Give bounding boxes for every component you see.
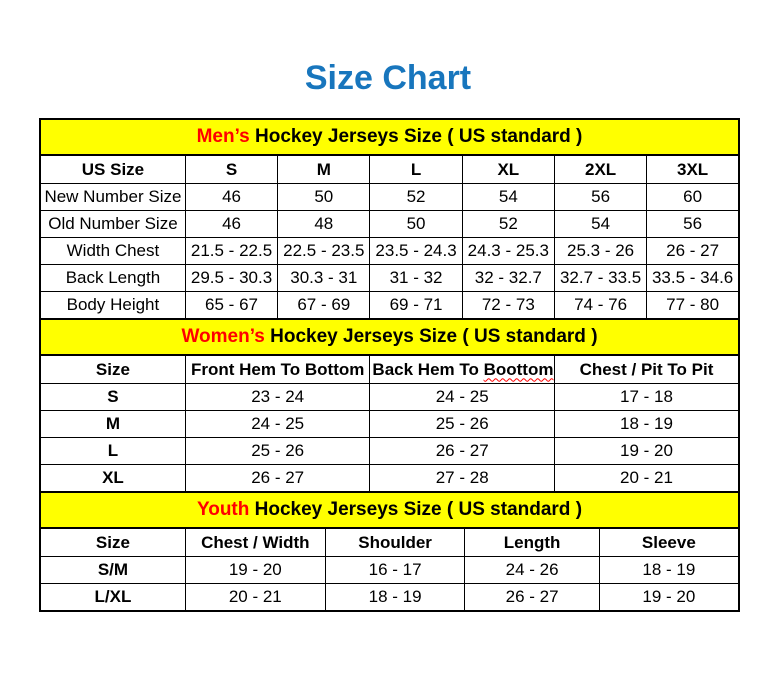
mens-size-table (39, 118, 740, 320)
size-value-cell: 72 - 73 (462, 292, 554, 320)
column-header: Size (40, 355, 185, 384)
youth-section-title (40, 492, 739, 528)
column-header: Shoulder (325, 528, 465, 557)
table-row (40, 438, 739, 465)
table-row (40, 292, 739, 320)
column-header: Front Hem To Bottom (185, 355, 370, 384)
row-label: Old Number Size (40, 211, 185, 238)
size-value-cell: 27 - 28 (370, 465, 555, 493)
size-value-cell: 56 (554, 184, 646, 211)
size-value-cell: 30.3 - 31 (278, 265, 370, 292)
column-header: Sleeve (599, 528, 739, 557)
column-header: L (370, 155, 462, 184)
column-header: 2XL (554, 155, 646, 184)
size-value-cell: 25 - 26 (185, 438, 370, 465)
table-row (40, 465, 739, 493)
size-value-cell: 56 (647, 211, 739, 238)
size-value-cell: 20 - 21 (185, 584, 325, 612)
row-label: XL (40, 465, 185, 493)
size-tables-container (39, 118, 740, 612)
column-header: M (278, 155, 370, 184)
row-label: Body Height (40, 292, 185, 320)
size-value-cell: 54 (554, 211, 646, 238)
column-header: Chest / Pit To Pit (554, 355, 739, 384)
size-value-cell: 48 (278, 211, 370, 238)
size-value-cell: 19 - 20 (185, 557, 325, 584)
youth-section-band (40, 492, 739, 528)
table-row (40, 557, 739, 584)
row-label: New Number Size (40, 184, 185, 211)
column-header: Size (40, 528, 185, 557)
row-label: L (40, 438, 185, 465)
womens-band-text: Hockey Jerseys Size ( US standard ) (264, 326, 598, 347)
table-row (40, 384, 739, 411)
size-value-cell: 24 - 25 (185, 411, 370, 438)
table-row (40, 238, 739, 265)
mens-band-text: Hockey Jerseys Size ( US standard ) (249, 126, 583, 147)
womens-band-highlight: Women’s (181, 326, 265, 347)
size-value-cell: 24.3 - 25.3 (462, 238, 554, 265)
size-value-cell: 25.3 - 26 (554, 238, 646, 265)
size-value-cell: 24 - 25 (370, 384, 555, 411)
size-value-cell: 22.5 - 23.5 (278, 238, 370, 265)
row-label: S (40, 384, 185, 411)
size-value-cell: 52 (370, 184, 462, 211)
size-value-cell: 18 - 19 (325, 584, 465, 612)
size-value-cell: 16 - 17 (325, 557, 465, 584)
size-value-cell: 69 - 71 (370, 292, 462, 320)
size-value-cell: 74 - 76 (554, 292, 646, 320)
table-row (40, 584, 739, 612)
size-value-cell: 77 - 80 (647, 292, 739, 320)
size-value-cell: 46 (185, 211, 277, 238)
youth-size-table (39, 491, 740, 612)
womens-section-band (40, 319, 739, 355)
size-value-cell: 60 (647, 184, 739, 211)
youth-band-highlight: Youth (196, 499, 250, 520)
row-label: S/M (40, 557, 185, 584)
size-value-cell: 26 - 27 (185, 465, 370, 493)
table-row (40, 184, 739, 211)
column-header-text: Back Hem To (372, 359, 484, 379)
row-label: M (40, 411, 185, 438)
column-header: XL (462, 155, 554, 184)
size-value-cell: 18 - 19 (599, 557, 739, 584)
mens-section-band (40, 119, 739, 155)
table-row (40, 411, 739, 438)
size-value-cell: 32.7 - 33.5 (554, 265, 646, 292)
column-header: 3XL (647, 155, 739, 184)
size-value-cell: 29.5 - 30.3 (185, 265, 277, 292)
youth-band-text: Hockey Jerseys Size ( US standard ) (249, 499, 583, 520)
size-value-cell: 23.5 - 24.3 (370, 238, 462, 265)
row-label: Back Length (40, 265, 185, 292)
page-title: Size Chart (304, 59, 472, 97)
size-value-cell: 25 - 26 (370, 411, 555, 438)
womens-header-row (40, 355, 739, 384)
size-value-cell: 31 - 32 (370, 265, 462, 292)
size-value-cell: 23 - 24 (185, 384, 370, 411)
table-row (40, 211, 739, 238)
misspelled-word: Boottom (483, 359, 554, 379)
row-label: L/XL (40, 584, 185, 612)
size-value-cell: 54 (462, 184, 554, 211)
womens-size-table (39, 318, 740, 493)
size-value-cell: 26 - 27 (465, 584, 599, 612)
size-value-cell: 33.5 - 34.6 (647, 265, 739, 292)
size-value-cell: 46 (185, 184, 277, 211)
size-value-cell: 50 (278, 184, 370, 211)
size-value-cell: 20 - 21 (554, 465, 739, 493)
size-value-cell: 18 - 19 (554, 411, 739, 438)
column-header: Chest / Width (185, 528, 325, 557)
size-value-cell: 19 - 20 (554, 438, 739, 465)
size-value-cell: 67 - 69 (278, 292, 370, 320)
column-header: Length (465, 528, 599, 557)
size-value-cell: 32 - 32.7 (462, 265, 554, 292)
size-value-cell: 17 - 18 (554, 384, 739, 411)
size-value-cell: 26 - 27 (370, 438, 555, 465)
size-value-cell: 24 - 26 (465, 557, 599, 584)
mens-section-title (40, 119, 739, 155)
size-value-cell: 19 - 20 (599, 584, 739, 612)
womens-section-title (40, 319, 739, 355)
row-label: Width Chest (40, 238, 185, 265)
size-value-cell: 52 (462, 211, 554, 238)
size-value-cell: 21.5 - 22.5 (185, 238, 277, 265)
column-header (370, 355, 555, 384)
size-value-cell: 65 - 67 (185, 292, 277, 320)
youth-header-row (40, 528, 739, 557)
column-header: US Size (40, 155, 185, 184)
column-header: S (185, 155, 277, 184)
mens-header-row (40, 155, 739, 184)
table-row (40, 265, 739, 292)
mens-band-highlight: Men’s (196, 126, 250, 147)
size-value-cell: 26 - 27 (647, 238, 739, 265)
size-value-cell: 50 (370, 211, 462, 238)
